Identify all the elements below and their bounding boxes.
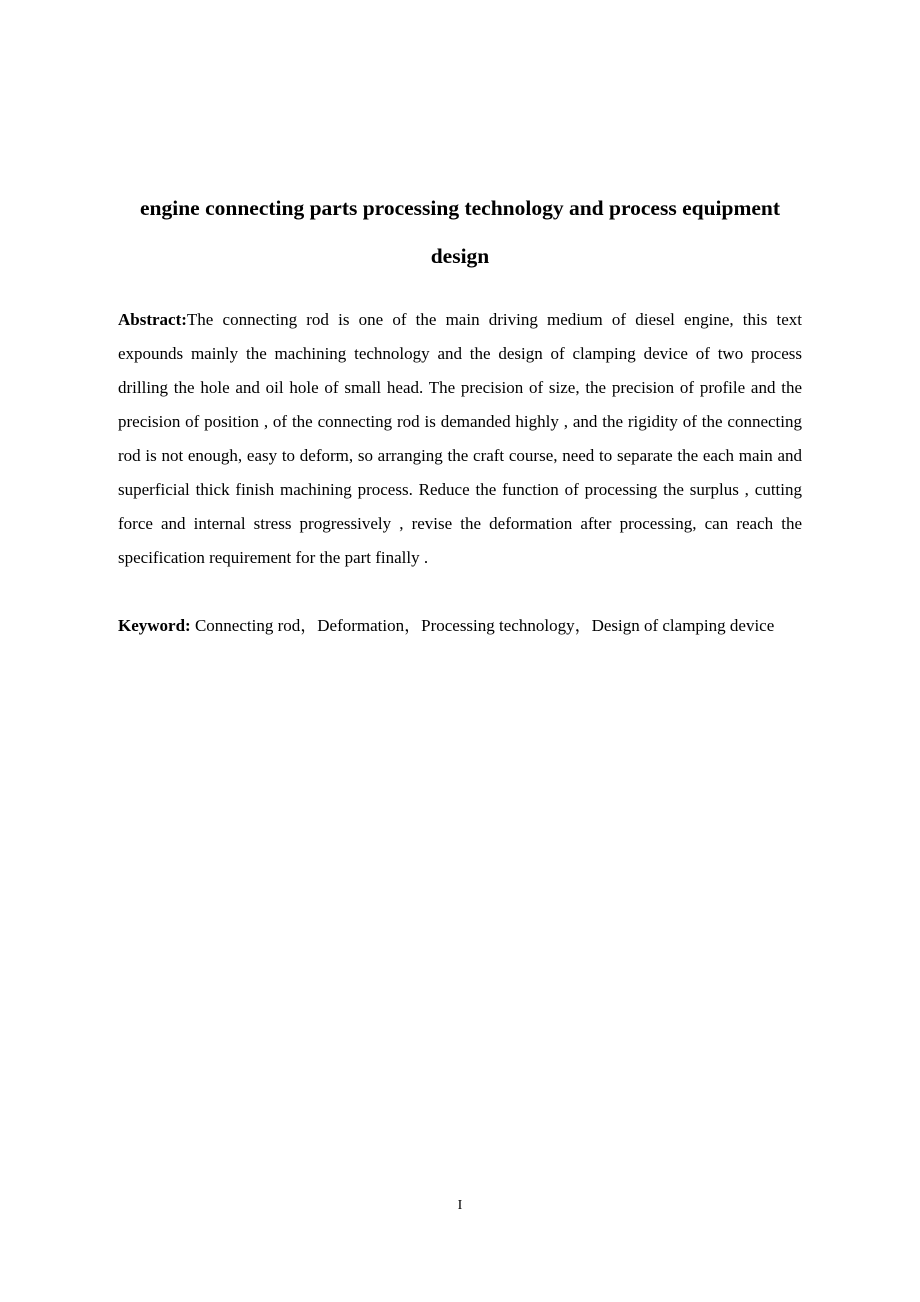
- keyword-text: Connecting rod，Deformation，Processing technology，Design of clamping device: [190, 616, 775, 635]
- abstract-text: The connecting rod is one of the main driving medium of diesel engine, this text expounds mainly the machining technology and the design of clamping device of two process drilling the hole and oil hole of small head. The precision of size, the precision of profile and the precision of position , of the connecting rod is demanded highly , and the rigidity of the connecting rod is not enough, easy to deform, so arranging the craft course, need to separate the each main and superficial thick finish machining process. Reduce the function of processing the surplus , cutting force and internal stress progressively , revise the deformation after processing, can reach the specification requirement for the part finally .: [118, 310, 802, 567]
- abstract-label: Abstract:: [118, 310, 187, 329]
- paper-title: engine connecting parts processing technology and process equipment design: [139, 196, 781, 268]
- page-number: I: [457, 1198, 463, 1213]
- keyword-label: Keyword:: [118, 616, 191, 635]
- keywords-paragraph: [118, 609, 802, 643]
- abstract-paragraph: [118, 303, 802, 575]
